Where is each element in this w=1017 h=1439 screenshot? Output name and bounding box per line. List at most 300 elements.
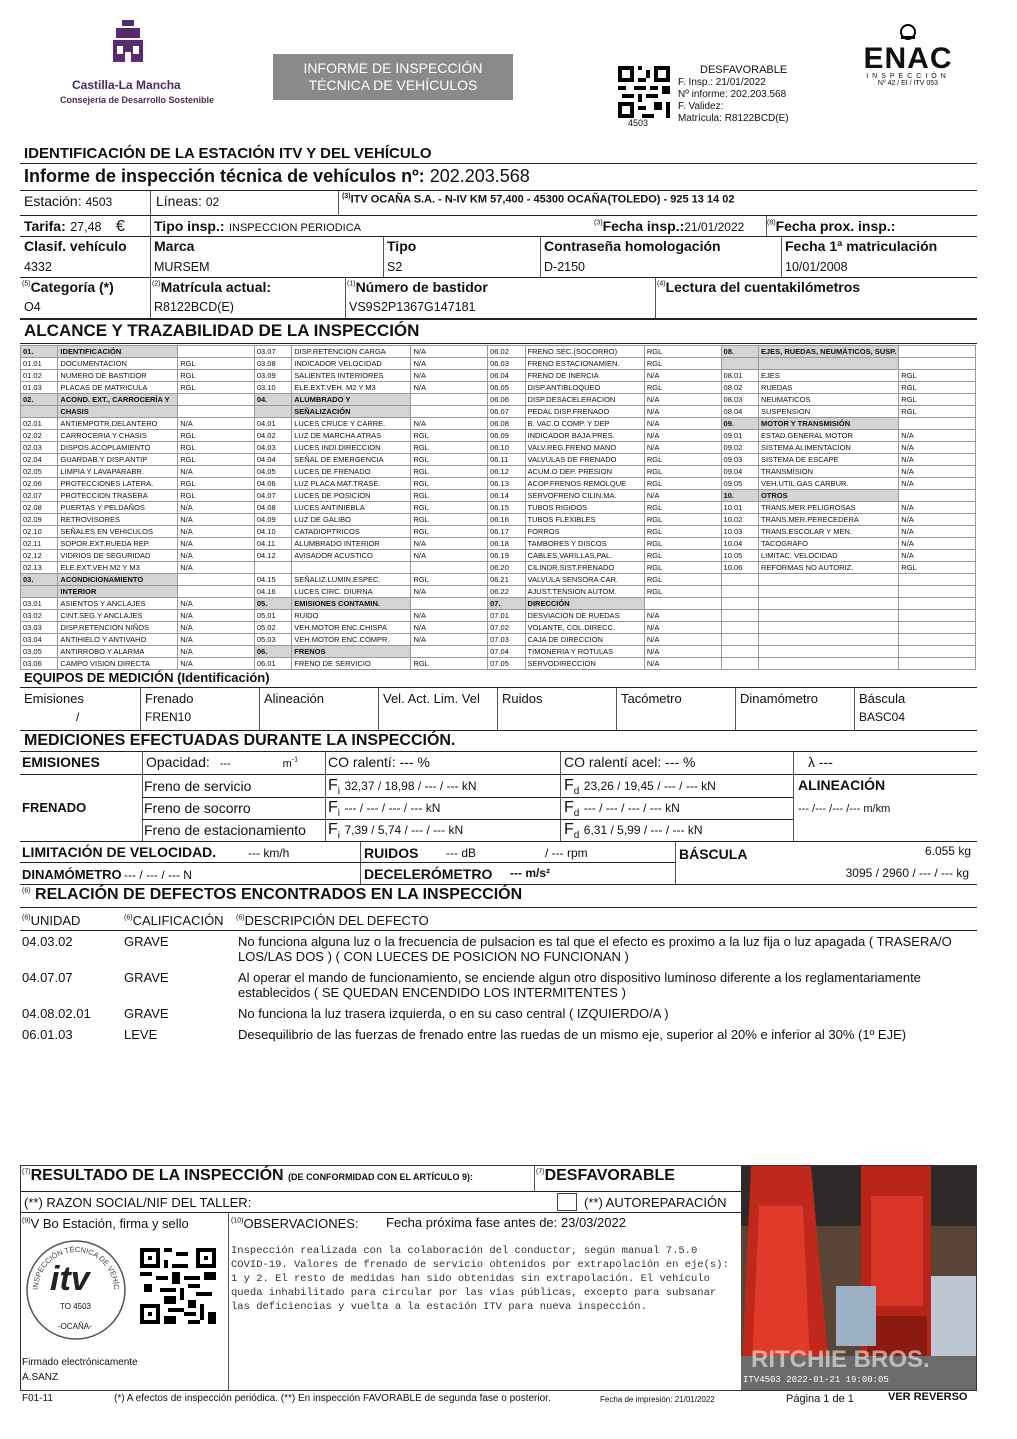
h-unidad-sup: (6) [22,914,31,922]
scope-row [21,406,976,418]
defect-unit: 06.01.03 [22,1027,73,1042]
scope-item-name [758,610,898,622]
fi-socorro [328,799,440,819]
scope-item-name: VEH.MOTOR ENC.COMPR. [292,634,411,646]
scope-code [721,586,758,598]
km-sup: (4) [657,280,666,288]
scope-code: 06.03 [488,358,525,370]
scope-code: 04.06 [254,478,291,490]
scope-item-name [758,358,898,370]
matricula-actual-row [152,279,271,297]
scope-row [21,586,976,598]
scope-result: N/A [178,646,255,658]
scope-code: 09.01 [721,430,758,442]
scope-item-name: LUCES INDI.DIRECCION [292,442,411,454]
scope-result: N/A [178,598,255,610]
scope-item-name: CHASIS [58,406,178,418]
scope-item-name: AVISADOR ACUSTICO [292,550,411,562]
bastidor-sup: (1) [347,280,356,288]
freno-socorro-fi: --- / --- / --- / --- kN [344,801,441,815]
fi-servicio [328,777,477,797]
scope-result: RGL [178,478,255,490]
scope-item-name: TIMONERIA Y ROTULAS [525,646,644,658]
scope-result: N/A [411,550,488,562]
scope-code: 02. [21,394,58,406]
defect-calificacion: LEVE [124,1027,158,1042]
h-calif-sup: (6) [124,914,133,922]
marca-value: MURSEM [154,260,210,274]
scope-code: 03.06 [21,658,58,670]
scope-item-name: LUCES ANTINIEBLA [292,502,411,514]
defect-row [22,1006,972,1021]
equipment-header: Vel. Act. Lim. Vel [383,691,480,706]
scope-result: N/A [644,418,721,430]
alineacion-label: ALINEACIÓN [798,777,886,793]
fd-symbol: F [564,799,574,816]
categoria-value: O4 [24,300,41,314]
scope-item-name: VIDRIOS DE SEGURIDAD [58,550,178,562]
scope-item-name: DISP.RETENCION NIÑOS [58,622,178,634]
scope-result [899,586,976,598]
scope-result [411,646,488,658]
station-row [24,193,112,209]
scope-row [21,550,976,562]
scope-item-name: RUIDO [292,610,411,622]
scope-result: RGL [178,490,255,502]
scope-row [21,634,976,646]
lambda-value: λ --- [808,754,833,770]
bastidor-value: VS9S2P1367G147181 [349,300,476,314]
header-status: DESFAVORABLE [700,64,788,76]
scope-item-name: LUCES DE POSICION [292,490,411,502]
km-row [657,279,860,297]
scope-item-name: OTROS [758,490,898,502]
scope-result: N/A [411,370,488,382]
taller-label: (**) RAZON SOCIAL/NIF DEL TALLER: [24,1195,252,1210]
scope-row [21,622,976,634]
defect-description: No funciona la luz trasera izquierda, o en su caso central ( IZQUIERDO/A ) [238,1006,669,1021]
scope-result: RGL [178,358,255,370]
scope-code: 09.05 [721,478,758,490]
scope-result: N/A [411,382,488,394]
scope-result: N/A [178,526,255,538]
categoria-row [22,279,114,297]
scope-item-name: INTERIOR [58,586,178,598]
ruidos-db: --- dB [446,846,476,860]
freno-servicio-fi: 32,37 / 18,98 / --- / --- kN [344,779,477,793]
scope-result: RGL [899,562,976,574]
scope-item-name: EJES [758,370,898,382]
scope-code: 07.01 [488,610,525,622]
scope-result: RGL [411,514,488,526]
scope-result: RGL [644,586,721,598]
scope-item-name: LUCES DE FRENADO [292,466,411,478]
scope-row [21,382,976,394]
scope-item-name: FRENO ESTACIONAMIEN. [525,358,644,370]
defects-title: RELACIÓN DE DEFECTOS ENCONTRADOS EN LA INSPECCIÓN [35,886,523,903]
fecha-prox-row [767,218,895,236]
scope-code: 06.17 [488,526,525,538]
tipo-insp-value: INSPECCION PERIODICA [228,222,361,234]
station-stamp [24,1238,128,1342]
scope-item-name: ACONDICIONAMIENTO [58,574,178,586]
scope-item-name: VALV.REG.FRENO MANO [525,442,644,454]
scope-result: N/A [644,622,721,634]
equipment-header: Dinamómetro [740,691,819,706]
scope-code: 06.22 [488,586,525,598]
scope-result: RGL [644,358,721,370]
scope-item-name: NUMERO DE BASTIDOR [58,370,178,382]
scope-result: N/A [644,646,721,658]
scope-result: RGL [644,574,721,586]
scope-item-name: REFORMAS NO AUTORIZ. [758,562,898,574]
scope-table [20,345,976,670]
scope-code: 02.04 [21,454,58,466]
scope-item-name: ACUM.O DEP. PRESION [525,466,644,478]
scope-result [899,634,976,646]
scope-item-name: SISTEMA ALIMENTACION [758,442,898,454]
measurements-title: MEDICIONES EFECTUADAS DURANTE LA INSPECCIÓN. [24,732,456,749]
signature-qr-code [140,1248,216,1324]
autoreparacion-checkbox[interactable] [557,1193,577,1211]
opacidad-unit: m [282,758,292,770]
tipo-insp-row [154,218,361,236]
defect-calificacion: GRAVE [124,1006,169,1021]
scope-item-name: LUZ DE MARCHA ATRAS [292,430,411,442]
report-label: Informe de inspección técnica de vehículos nº: [24,166,425,186]
scope-item-name: CATADIOPTRICOS [292,526,411,538]
scope-item-name: DESVIACION DE RUEDAS [525,610,644,622]
scope-code [21,586,58,598]
decel-label: DECELERÓMETRO [364,866,493,882]
scope-result: N/A [411,634,488,646]
scope-result: RGL [644,562,721,574]
scope-result: RGL [178,442,255,454]
scope-result: RGL [411,478,488,490]
scope-result [644,598,721,610]
scope-result: N/A [411,358,488,370]
scope-item-name: DISP.RETENCION CARGA [292,346,411,358]
scope-code: 10.01 [721,502,758,514]
scope-code: 01. [21,346,58,358]
defect-description: Al operar el mando de funcionamiento, se enciende algun otro dispositivo luminoso diferente a los reglamentariamente establecidos ( SE QUEDAN ENCENDIDO LOS INTERMITENTES ) [238,970,921,1000]
scope-result [178,346,255,358]
equipment-column [854,688,973,730]
header-f-validez: F. Validez: [678,101,724,112]
firmado-label: Firmado electrónicamente [22,1357,138,1368]
obs-sup: (10) [231,1217,244,1225]
scope-item-name: DISPOS.ACOPLAMIENTO [58,442,178,454]
tarifa-row [24,218,125,236]
vbo-sup: (9) [22,1217,31,1225]
scope-code: 03.01 [21,598,58,610]
scope-code: 05.01 [254,610,291,622]
department-name: Consejería de Desarrollo Sostenible [60,95,215,105]
scope-result: RGL [411,466,488,478]
scope-item-name: FRENO SEC.(SOCORRO) [525,346,644,358]
defect-description: Desequilibrio de las fuerzas de frenado entre las ruedas de un mismo eje, superior al 20% e inferior al 30% (1º EJE) [238,1027,907,1042]
scope-item-name: RETROVISORES [58,514,178,526]
scope-result: RGL [644,346,721,358]
scope-code [721,634,758,646]
title-banner: INFORME DE INSPECCIÓN TÉCNICA DE VEHÍCULOS [273,54,513,100]
matricula-actual-value: R8122BCD(E) [154,300,234,314]
scope-result: RGL [411,430,488,442]
scope-code: 03. [21,574,58,586]
stamp-code: TO 4503 [60,1302,91,1311]
scope-result: N/A [899,478,976,490]
scope-code: 02.03 [21,442,58,454]
scope-result: RGL [644,514,721,526]
scope-item-name: IDENTIFICACIÓN [58,346,178,358]
scope-row [21,346,976,358]
header-matricula-label: Matrícula: [678,113,722,124]
scope-result [899,418,976,430]
scope-item-name: SALIENTES INTERIORES [292,370,411,382]
equipment-value: FREN10 [145,710,192,724]
scope-code: 10.02 [721,514,758,526]
scope-code: 02.02 [21,430,58,442]
scope-result [178,574,255,586]
scope-item-name [292,562,411,574]
scope-item-name: LUCES CIRC. DIURNA [292,586,411,598]
scope-row [21,370,976,382]
scope-item-name: TRANSMISION [758,466,898,478]
result-value: DESFAVORABLE [544,1167,675,1184]
fd-socorro [564,799,680,819]
form-code: F01-11 [22,1393,53,1404]
freno-estac-fd: 6,31 / 5,99 / --- / --- kN [583,823,703,837]
scope-row [21,646,976,658]
scope-item-name: ALUMBRADO INTERIOR [292,538,411,550]
obs-row [231,1216,359,1231]
footer-note: (*) A efectos de inspección periódica. (**) En inspección FAVORABLE de segunda fase o posterior. [114,1393,551,1404]
scope-result [899,646,976,658]
page-number: Página 1 de 1 [786,1393,854,1405]
scope-result: N/A [899,430,976,442]
scope-result: N/A [899,514,976,526]
scope-code: 03.08 [254,358,291,370]
scope-code: 03.09 [254,370,291,382]
scope-item-name: LUZ DE GALIBO [292,514,411,526]
scope-code: 03.03 [21,622,58,634]
scope-item-name: FRENOS [292,646,411,658]
scope-result: N/A [644,394,721,406]
scope-item-name [758,586,898,598]
scope-code: 04.02 [254,430,291,442]
scope-code: 07.05 [488,658,525,670]
result-sup: (7) [22,1168,31,1176]
scope-result: RGL [644,550,721,562]
defect-row [22,970,972,1000]
scope-code: 06.08 [488,418,525,430]
scope-code: 04.09 [254,514,291,526]
scope-code: 03.02 [21,610,58,622]
scope-code: 10.06 [721,562,758,574]
scope-item-name: PROTECCION TRASERA [58,490,178,502]
scope-result [899,598,976,610]
scope-code: 04.16 [254,586,291,598]
equipment-value: / [76,710,80,724]
qr-code-label: 4503 [628,118,649,128]
fecha-insp-sup: (3) [594,219,603,227]
fd-estac [564,821,703,841]
defect-description: No funciona alguna luz o la frecuencia de pulsacion es tal que el efecto es proximo a la luz fija o luz apagada ( TRASERA/O LOS/LAS DOS ) ( CON LUECES DE POSICION NO FUNCIONAN ) [238,934,952,964]
h-calif-label: CALIFICACIÓN [132,913,224,928]
scope-item-name: ELE.EXT.VEH. M2 Y M3 [292,382,411,394]
scope-result: N/A [178,622,255,634]
scope-code: 04.08 [254,502,291,514]
scope-code: 06.02 [488,346,525,358]
opacidad-label: Opacidad: [146,754,210,770]
scope-code: 08.04 [721,406,758,418]
defects-sup: (6) [22,887,31,895]
marca-label: Marca [154,238,195,254]
scope-result: N/A [644,634,721,646]
scope-result: N/A [644,490,721,502]
frenado-label: FRENADO [22,800,87,815]
scope-item-name: SEÑAL DE EMERGENCIA [292,454,411,466]
vbo-row [22,1216,189,1231]
bastidor-label: Número de bastidor [355,279,488,295]
fi-sub: i [337,786,341,798]
scope-result: RGL [411,574,488,586]
scope-item-name: TAMBORES Y DISCOS [525,538,644,550]
scope-code: 06.05 [488,382,525,394]
scope-row [21,454,976,466]
scope-code: 10. [721,490,758,502]
h-desc-sup: (6) [236,914,245,922]
dinamometro-label: DINAMÓMETRO [22,867,122,882]
fi-symbol: F [328,799,338,816]
scope-result [411,598,488,610]
scope-result: N/A [178,610,255,622]
scope-item-name: VEH.MOTOR ENC.CHISPA [292,622,411,634]
equipment-value: BASC04 [859,710,906,724]
homolog-label: Contraseña homologación [544,238,721,254]
scope-result [899,622,976,634]
scope-result: RGL [411,454,488,466]
scope-result: N/A [899,502,976,514]
firmante: A.SANZ [22,1372,59,1383]
result-title: RESULTADO DE LA INSPECCIÓN [30,1167,284,1184]
scope-item-name: LIMPIA Y LAVAPARABR. [58,466,178,478]
freno-servicio-fd: 23,26 / 19,45 / --- / --- kN [583,779,716,793]
scope-result: RGL [644,538,721,550]
scope-result: N/A [411,538,488,550]
fecha-insp-label: Fecha insp.: [602,218,685,234]
itv-logo: itv [50,1260,90,1298]
scope-result: N/A [178,418,255,430]
scope-item-name: CILINDR.SIST.FRENADO [525,562,644,574]
scope-item-name: VALVULAS DE FRENADO [525,454,644,466]
crown-icon [893,22,923,40]
scope-result [178,394,255,406]
vbo-label: V Bo Estación, firma y sello [30,1216,189,1231]
defect-row [22,934,972,964]
scope-code: 02.08 [21,502,58,514]
scope-item-name: ELE.EXT.VEH.M2 Y M3 [58,562,178,574]
fd-symbol: F [564,777,574,794]
scope-result: RGL [411,442,488,454]
clasif-label: Clasif. vehículo [24,238,127,254]
report-number: 202.203.568 [429,166,530,186]
equipment-header: Báscula [859,691,906,706]
defect-row [22,1027,972,1042]
freno-estac-fi: 7,39 / 5,74 / --- / --- kN [344,823,464,837]
scope-item-name: CINT.SEG.Y ANCLAJES [58,610,178,622]
scope-row [21,358,976,370]
scope-code: 07. [488,598,525,610]
scope-row [21,430,976,442]
scope-result: N/A [411,622,488,634]
equipment-column [616,688,735,730]
scope-code: 04.01 [254,418,291,430]
km-label: Lectura del cuentakilómetros [665,279,861,295]
defect-unit: 04.08.02.01 [22,1006,91,1021]
scope-result: N/A [899,538,976,550]
stamp-place: -OCAÑA- [58,1322,92,1331]
scope-item-name: ANTIEMPOTR.DELANTERO [58,418,178,430]
scope-code [254,406,291,418]
qr-code [618,66,670,118]
equipment-header: Emisiones [24,691,84,706]
scope-code: 10.04 [721,538,758,550]
scope-result: RGL [178,382,255,394]
scope-code: 06.21 [488,574,525,586]
scope-result: N/A [899,526,976,538]
scope-code: 09.04 [721,466,758,478]
equipment-header: Alineación [264,691,324,706]
dinamometro-value: --- / --- / --- N [124,868,192,882]
scope-code [721,658,758,670]
autoreparacion-label: (**) AUTOREPARACIÓN [584,1195,727,1210]
scope-code [21,406,58,418]
scope-item-name: ESTAD.GENERAL MOTOR [758,430,898,442]
fecha-prox-sup: (8) [767,219,776,227]
fi-symbol: F [328,777,338,794]
obs-date: Fecha próxima fase antes de: 23/03/2022 [386,1215,626,1230]
equipment-value [736,706,854,710]
scope-result [411,406,488,418]
scope-code: 10.05 [721,550,758,562]
scope-code: 02.05 [21,466,58,478]
photo-watermark: RITCHIE BROS. [751,1346,930,1373]
equipment-header: Ruidos [502,691,543,706]
scope-item-name: EMISIONES CONTAMIN. [292,598,411,610]
scope-item-name: MOTOR Y TRANSMISIÓN [758,418,898,430]
fd-sub: d [573,786,580,798]
scope-item-name [758,574,898,586]
scope-row [21,478,976,490]
defects-h-calif [124,913,224,928]
scope-code: 08. [721,346,758,358]
equipment-value [617,706,735,710]
scope-item-name: FRENO DE SERVICIO [292,658,411,670]
scope-item-name: CAMPO VISION DIRECTA [58,658,178,670]
scope-result: RGL [899,406,976,418]
scope-code: 05. [254,598,291,610]
scope-code: 04.05 [254,466,291,478]
header-matricula-row [678,113,789,124]
scope-result [411,394,488,406]
scope-result [899,574,976,586]
scope-result: RGL [644,382,721,394]
limit-vel-label: LIMITACIÓN DE VELOCIDAD. [22,844,217,860]
scope-item-name: TRANS.ESCOLAR Y MEN. [758,526,898,538]
ident-section-title: IDENTIFICACIÓN DE LA ESTACIÓN ITV Y DEL VEHÍCULO [24,145,432,162]
scope-result: RGL [411,490,488,502]
